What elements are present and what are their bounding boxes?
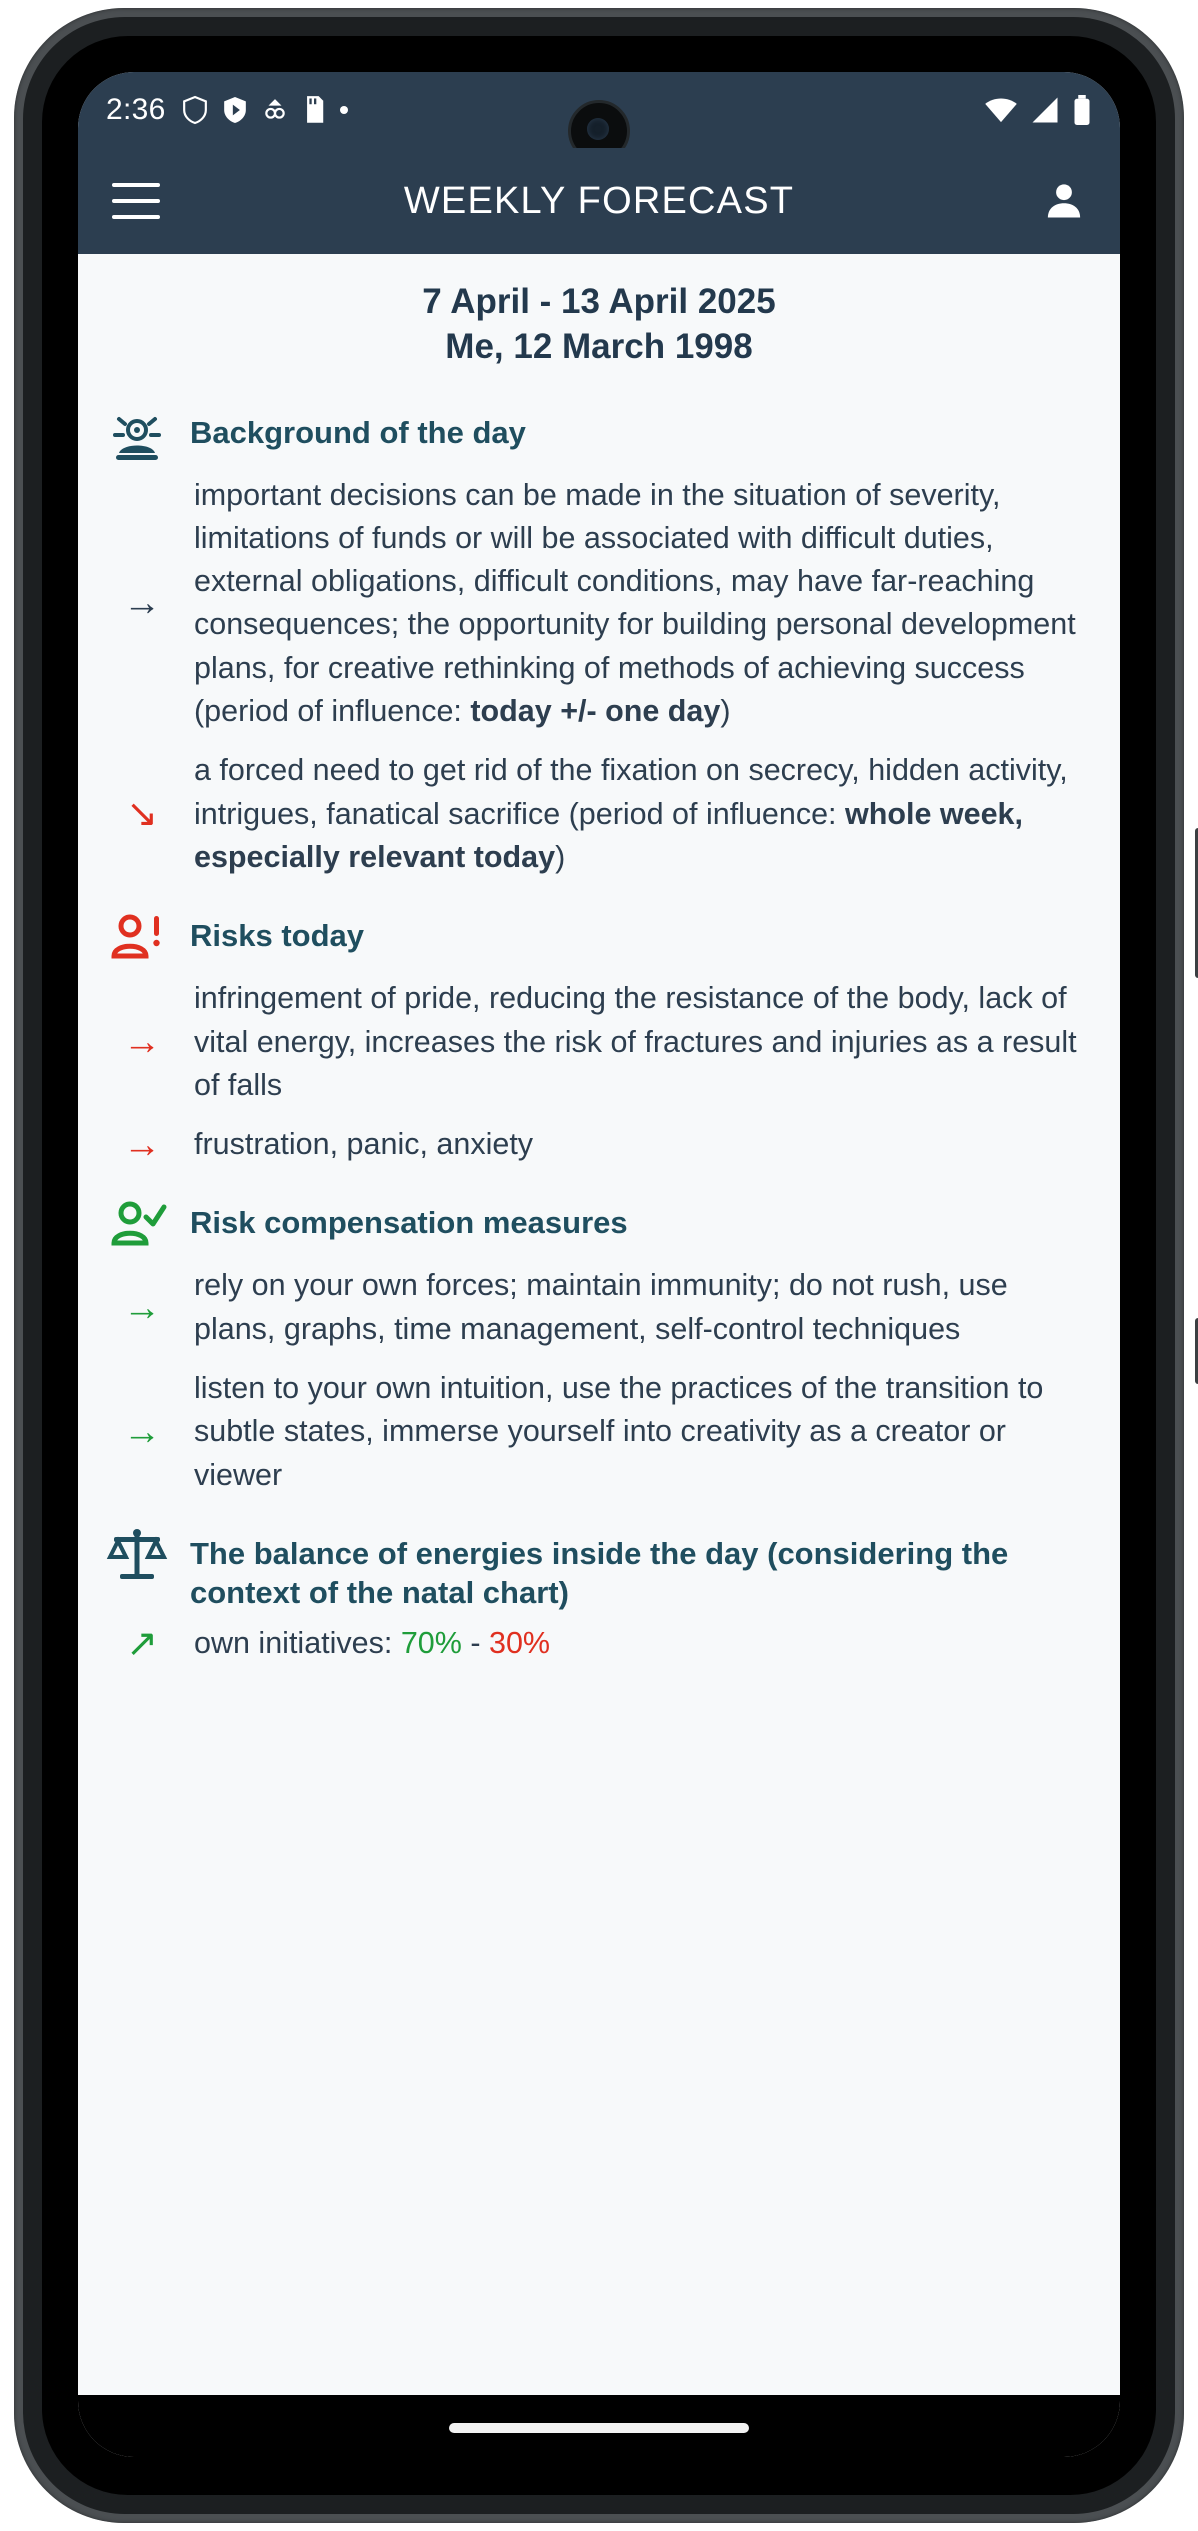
bullet-item — [104, 1123, 1094, 1166]
bullet-item — [104, 749, 1094, 879]
scales-icon — [104, 1525, 170, 1585]
bullet-text: a forced need to get rid of the fixation on secrecy, hidden activity, intrigues, fanatical sacrifice (period of influence: whole week, especially relevant today) — [194, 753, 1068, 874]
bullet-emphasis: today +/- one day — [470, 694, 721, 729]
section-bullets — [104, 1622, 1094, 1665]
bullet-item — [104, 1622, 1094, 1665]
person-icon[interactable] — [1042, 179, 1086, 223]
person-check-icon — [104, 1194, 170, 1254]
bullet-text: infringement of pride, reducing the resistance of the body, lack of vital energy, increases the risk of fractures and injuries as a result of falls — [194, 981, 1077, 1102]
arrow-right-icon: → — [123, 1286, 161, 1329]
section-balance-of-energies — [78, 1525, 1120, 1666]
phone-bezel — [42, 36, 1156, 2495]
incognito-icon — [262, 95, 288, 125]
app-screen — [78, 72, 1120, 2457]
status-icons-right — [984, 95, 1092, 125]
arrow-up-right-icon: ↗ — [126, 1623, 158, 1666]
section-title: The balance of energies inside the day (considering the context of the natal chart) — [190, 1535, 1009, 1610]
section-header — [104, 404, 1094, 464]
section-header — [104, 1525, 1094, 1613]
person-birthdate: Me, 12 March 1998 — [445, 326, 753, 366]
balance-external-percent: 30% — [488, 1626, 551, 1661]
status-bar — [78, 72, 1120, 148]
section-title: Risk compensation measures — [190, 1205, 628, 1241]
phone-frame-outer — [14, 8, 1184, 2523]
sdcard-icon — [302, 95, 326, 125]
status-time: 2:36 — [106, 93, 166, 126]
status-icons-left — [182, 95, 348, 125]
section-bullets — [104, 977, 1094, 1166]
section-risks-today — [78, 907, 1120, 1166]
person-rays-icon — [104, 404, 170, 464]
play-badge-icon — [222, 95, 248, 125]
header-dates — [78, 254, 1120, 376]
battery-icon — [1072, 95, 1092, 125]
date-range: 7 April - 13 April 2025 — [422, 282, 776, 321]
shield-icon — [182, 95, 208, 125]
phone-frame-inner — [23, 17, 1175, 2514]
arrow-right-icon: → — [123, 1123, 161, 1166]
forecast-content — [78, 254, 1120, 1702]
arrow-right-icon: → — [123, 1021, 161, 1064]
balance-own-percent: 70% — [400, 1626, 462, 1661]
arrow-right-icon: → — [123, 582, 161, 625]
balance-label: own initiatives: — [194, 1626, 401, 1661]
bullet-item — [104, 977, 1094, 1107]
bullet-text: rely on your own forces; maintain immunity; do not rush, use plans, graphs, time management, self-control techniques — [194, 1268, 1008, 1346]
bullet-text: listen to your own intuition, use the practices of the transition to subtle states, immerse yourself into creativity as a creator or viewer — [194, 1371, 1044, 1492]
arrow-down-right-icon: ↘ — [126, 793, 158, 836]
page-title: WEEKLY FORECAST — [403, 179, 795, 222]
bullet-emphasis: whole week, especially relevant today — [194, 796, 1023, 874]
section-risk-compensation-measures — [78, 1194, 1120, 1496]
section-bullets — [104, 474, 1094, 880]
section-title: Background of the day — [190, 414, 526, 450]
section-header — [104, 907, 1094, 967]
wifi-icon — [984, 96, 1018, 124]
bullet-text: frustration, panic, anxiety — [194, 1127, 534, 1162]
arrow-right-icon: → — [123, 1410, 161, 1453]
bullet-item — [104, 1264, 1094, 1351]
section-bullets — [104, 1264, 1094, 1496]
section-header — [104, 1194, 1094, 1254]
person-alert-icon — [104, 907, 170, 967]
bullet-text: important decisions can be made in the situation of severity, limitations of funds or will be associated with difficult duties, external obligations, difficult conditions, may have far-reaching consequences; the opportunity for building personal development plans, for creative rethinking of methods of achieving success (period of influence: today +/- one day) — [194, 477, 1076, 729]
home-indicator[interactable] — [449, 2423, 749, 2433]
dot-icon — [340, 106, 348, 114]
app-bar — [78, 148, 1120, 254]
signal-icon — [1030, 96, 1060, 124]
bullet-item — [104, 1367, 1094, 1497]
balance-separator: - — [461, 1626, 489, 1661]
hamburger-menu-icon[interactable] — [112, 183, 160, 219]
bullet-text — [194, 1622, 1094, 1665]
bullet-item — [104, 474, 1094, 734]
section-title: Risks today — [190, 918, 365, 954]
section-background-of-the-day — [78, 404, 1120, 880]
